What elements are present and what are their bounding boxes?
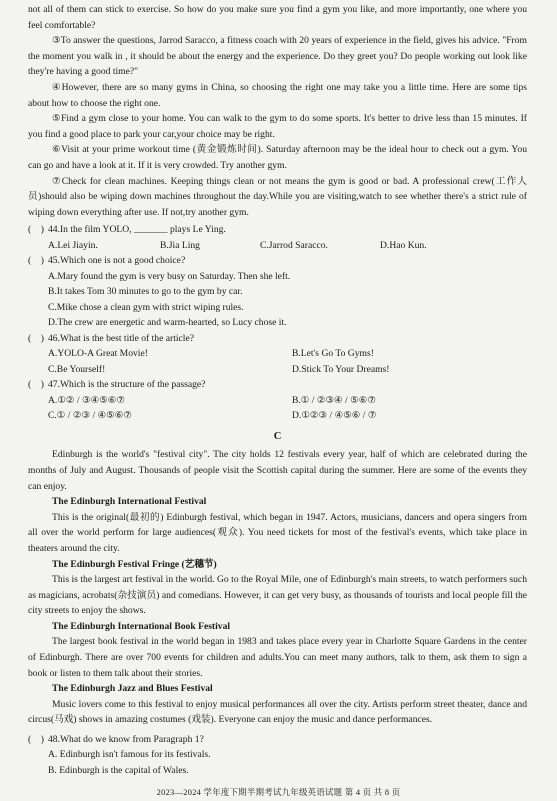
question-stem: 46.What is the best title of the article? bbox=[48, 332, 194, 344]
answer-bracket[interactable]: ( ) bbox=[28, 734, 44, 746]
question-47 bbox=[28, 377, 527, 392]
options-row bbox=[28, 362, 527, 377]
option-b: B. Edinburgh is the capital of Wales. bbox=[48, 765, 189, 777]
question-stem: 44.In the film YOLO, _______ plays Le Ying. bbox=[48, 224, 226, 236]
answer-bracket[interactable]: ( ) bbox=[28, 224, 44, 236]
question-stem: 48.What do we know from Paragraph 1? bbox=[48, 734, 204, 746]
festival-heading: The Edinburgh International Festival bbox=[52, 496, 207, 508]
answer-bracket[interactable]: ( ) bbox=[28, 332, 44, 344]
festival-text: The largest book festival in the world began in 1983 and takes place every year in Charlotte Square Gardens in the center of Edinburgh. There are over 700 events for children and adults.You can meet many authors, talk to them, ask them to sign a book or listen to them talk about their stories. bbox=[28, 636, 527, 679]
festival-text: This is the largest art festival in the world. Go to the Royal Mile, one of Edinburgh's main streets, to watch performers such as magicians, acrobats(杂技演员) and comedians. However, it can get very busy, as thousands of tourists and local people fill the city streets to enjoy the shows. bbox=[28, 574, 527, 617]
passage-paragraph: ⑤Find a gym close to your home. You can walk to the gym to do some sports. It's better to drive less than 15 minutes. If you find a good place to park your car,your choice may be right. bbox=[28, 113, 527, 140]
question-48 bbox=[28, 732, 527, 747]
option-d: D.①②③ / ④⑤⑥ / ⑦ bbox=[292, 409, 377, 421]
answer-bracket[interactable]: ( ) bbox=[28, 255, 44, 267]
option-a: A.Mary found the gym is very busy on Saturday. Then she left. bbox=[48, 270, 291, 282]
festival-heading: The Edinburgh Festival Fringe (艺穗节) bbox=[52, 558, 217, 570]
passage-paragraph: ③To answer the questions, Jarrod Saracco, a fitness coach with 20 years of experience in the field, gives his advice. "From the moment you walk in , it should be about the energy and the experience. Do they greet you? Do people working out look like they're having a good time?" bbox=[28, 35, 527, 78]
question-44 bbox=[28, 222, 527, 237]
option-b: B.Let's Go To Gyms! bbox=[292, 348, 374, 360]
festival-heading: The Edinburgh International Book Festival bbox=[52, 620, 231, 632]
options-row bbox=[28, 393, 527, 408]
option-a: A. Edinburgh isn't famous for its festivals. bbox=[48, 749, 211, 761]
option-d: D.The crew are energetic and warm-hearted, so Lucy chose it. bbox=[48, 317, 287, 329]
passage-paragraph: not all of them can stick to exercise. So how do you make sure you find a gym you like, and more importantly, one where you feel comfortable? bbox=[28, 4, 527, 31]
answer-bracket[interactable]: ( ) bbox=[28, 379, 44, 391]
festival-heading: The Edinburgh Jazz and Blues Festival bbox=[52, 683, 213, 695]
options-row bbox=[28, 408, 527, 423]
question-45 bbox=[28, 253, 527, 268]
option-d: D.Stick To Your Dreams! bbox=[292, 363, 390, 375]
option-c: C.Jarrod Saracco. bbox=[260, 239, 328, 251]
section-heading: C bbox=[273, 431, 282, 443]
passage-paragraph: ⑥Visit at your prime workout time (黄金锻炼时间). Saturday afternoon may be the ideal hour to check out a gym. You can go and have a look at it. If it is very crowded. Try another gym. bbox=[28, 144, 527, 171]
option-c: C.Mike chose a clean gym with strict wiping rules. bbox=[48, 301, 244, 313]
option-a: A.Lei Jiayin. bbox=[48, 239, 98, 251]
page-footer: 2023—2024 学年度下期半期考试九年级英语试题 第 4 页 共 8 页 bbox=[156, 788, 401, 797]
option-a: A.YOLO-A Great Movie! bbox=[48, 348, 148, 360]
passage-paragraph: ④However, there are so many gyms in China, so choosing the right one may take you a little time. Here are some tips about how to choose the right one. bbox=[28, 81, 527, 109]
question-46 bbox=[28, 331, 527, 346]
options-row bbox=[28, 238, 527, 253]
option-b: B.Jia Ling bbox=[160, 239, 200, 251]
option-b: B.① / ②③④ / ⑤⑥⑦ bbox=[292, 394, 376, 406]
passage-paragraph: Edinburgh is the world's "festival city". The city holds 12 festivals every year, half of which are celebrated during the months of July and August. Thousands of people visit the Scottish capital during the summer. Here are some of the events they can enjoy. bbox=[28, 449, 527, 492]
option-c: C.Be Yourself! bbox=[48, 363, 106, 375]
option-b: B.It takes Tom 30 minutes to go to the gym by car. bbox=[48, 286, 243, 298]
festival-text: This is the original(最初的) Edinburgh festival, which began in 1947. Actors, musicians, dancers and opera singers from all over the world perform for large audiences(观众). You need tickets for most of the festival's events, which take place in theaters around the city. bbox=[28, 511, 527, 554]
options-row bbox=[28, 346, 527, 361]
option-d: D.Hao Kun. bbox=[380, 239, 427, 251]
question-stem: 45.Which one is not a good choice? bbox=[48, 255, 186, 267]
option-c: C.① / ②③ / ④⑤⑥⑦ bbox=[48, 409, 132, 421]
festival-text: Music lovers come to this festival to enjoy musical performances all over the city. Artists perform street theater, dance and circus(马戏) shows in amazing costumes (戏装). Everyone can enjoy the music and dance performances. bbox=[28, 698, 527, 726]
passage-paragraph: ⑦Check for clean machines. Keeping things clean or not means the gym is good or bad. A professional crew(工作人员)should also be wiping down machines throughout the day.While you are visiting,watch to see whether there's a strict rule of wiping down everything after use. If not,try another gym. bbox=[28, 175, 527, 218]
option-a: A.①② / ③④⑤⑥⑦ bbox=[48, 394, 125, 406]
question-stem: 47.Which is the structure of the passage? bbox=[48, 379, 206, 391]
